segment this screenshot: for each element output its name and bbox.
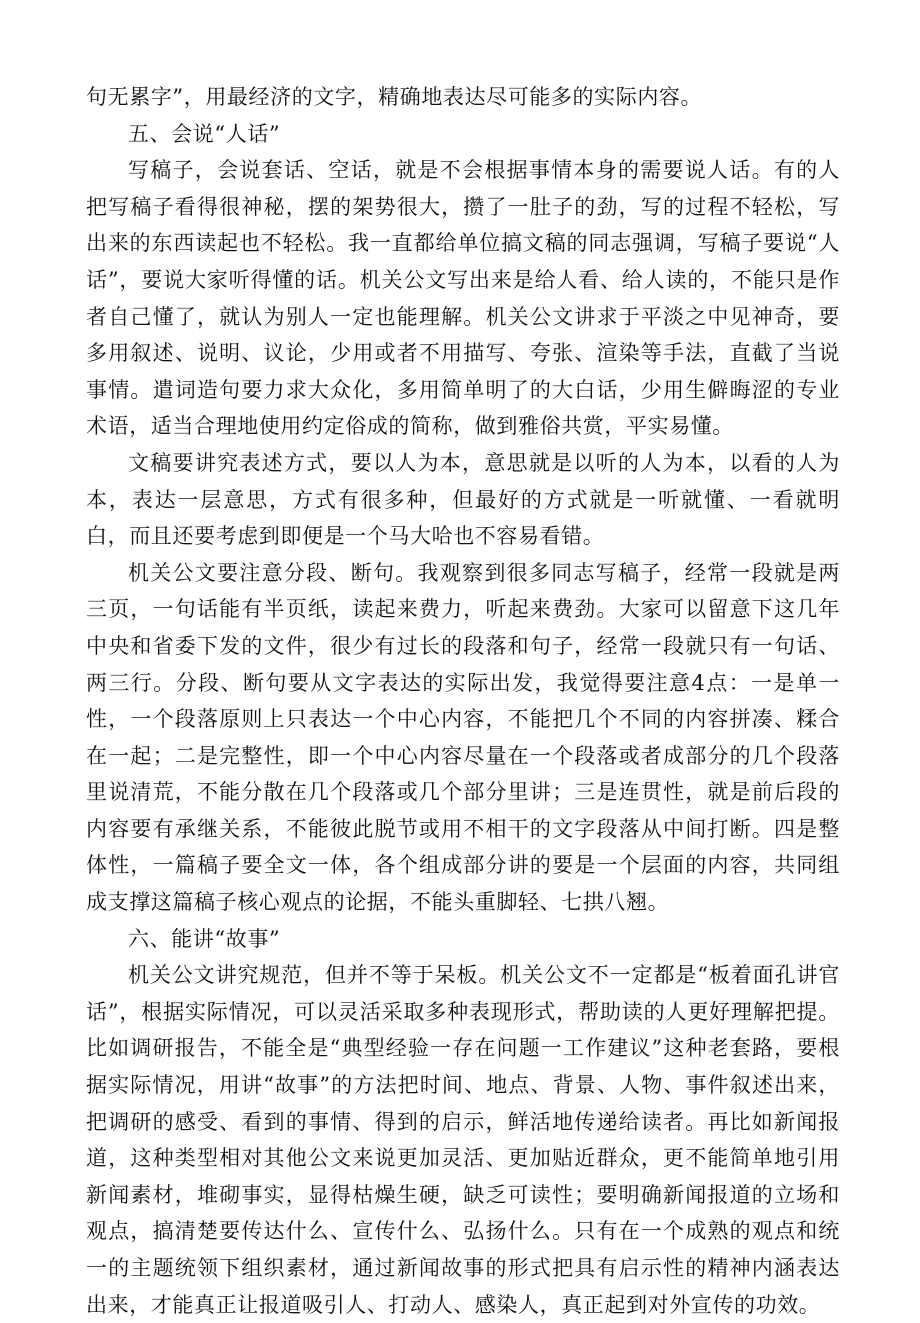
paragraph: 机关公文讲究规范，但并不等于呆板。机关公文不一定都是“板着面孔讲官话”，根据实际情况，可以灵活采取多种表现形式，帮助读的人更好理解把提。比如调研报告，不能全是“典型经验一存在问题一工作建议”这种老套路，要根据实际情况，用讲“故事”的方法把时间、地点、背景、人物、事件叙述出来，把调研的感受、看到的事情、得到的启示，鲜活地传递给读者。再比如新闻报道，这种类型相对其他公文来说更加灵活、更加贴近群众，更不能简单地引用新闻素材，堆砌事实，显得枯燥生硬，缺乏可读性；要明确新闻报道的立场和观点，搞清楚要传达什么、宣传什么、弘扬什么。只有在一个成熟的观点和统一的主题统领下组织素材，通过新闻故事的形式把具有启示性的精神内涵表达出来，才能真正让报道吸引人、打动人、感染人，真正起到对外宣传的功效。 xyxy=(86,963,840,1317)
section-heading-6: 六、能讲“故事” xyxy=(128,926,281,951)
paragraph: 写稿子，会说套话、空话，就是不会根据事情本身的需要说人话。有的人把写稿子看得很神秘，摆的架势很大，攒了一肚子的劲，写的过程不轻松，写出来的东西读起也不轻松。我一直都给单位搞文稿的同志强调，写稿子要说“人话”，要说大家听得懂的话。机关公文写出来是给人看、给人读的，不能只是作者自己懂了，就认为别人一定也能理解。机关公文讲求于平淡之中见神奇，要多用叙述、说明、议论，少用或者不用描写、夸张、渲染等手法，直截了当说事情。遣词造句要力求大众化，多用简单明了的大白话，少用生僻晦涩的专业术语，适当合理地使用约定俗成的简称，做到雅俗共赏，平实易懂。 xyxy=(86,158,840,439)
section-heading-5: 五、会说“人话” xyxy=(128,121,281,146)
document-page xyxy=(86,79,840,1323)
paragraph: 机关公文要注意分段、断句。我观察到很多同志写稿子，经常一段就是两三页，一句话能有半页纸，读起来费力，听起来费劲。大家可以留意下这几年中央和省委下发的文件，很少有过长的段落和句子，经常一段就只有一句话、两三行。分段、断句要从文字表达的实际出发，我觉得要注意4点：一是单一性，一个段落原则上只表达一个中心内容，不能把几个不同的内容拼凑、糅合在一起；二是完整性，即一个中心内容尽量在一个段落或者成部分的几个段落里说清荒，不能分散在几个段落或几个部分里讲；三是连贯性，就是前后段的内容要有承继关系，不能彼此脱节或用不相干的文字段落从中间打断。四是整体性，一篇稿子要全文一体，各个组成部分讲的要是一个层面的内容，共同组成支撑这篇稿子核心观点的论据，不能头重脚轻、七拱八翘。 xyxy=(86,560,840,915)
paragraph-continued: 句无累字”，用最经济的文字，精确地表达尽可能多的实际内容。 xyxy=(86,85,703,109)
paragraph: 文稿要讲究表述方式，要以人为本，意思就是以听的人为本，以看的人为本，表达一层意思，方式有很多种，但最好的方式就是一听就懂、一看就明白，而且还要考虑到即便是一个马大哈也不容易看错。 xyxy=(86,450,840,549)
